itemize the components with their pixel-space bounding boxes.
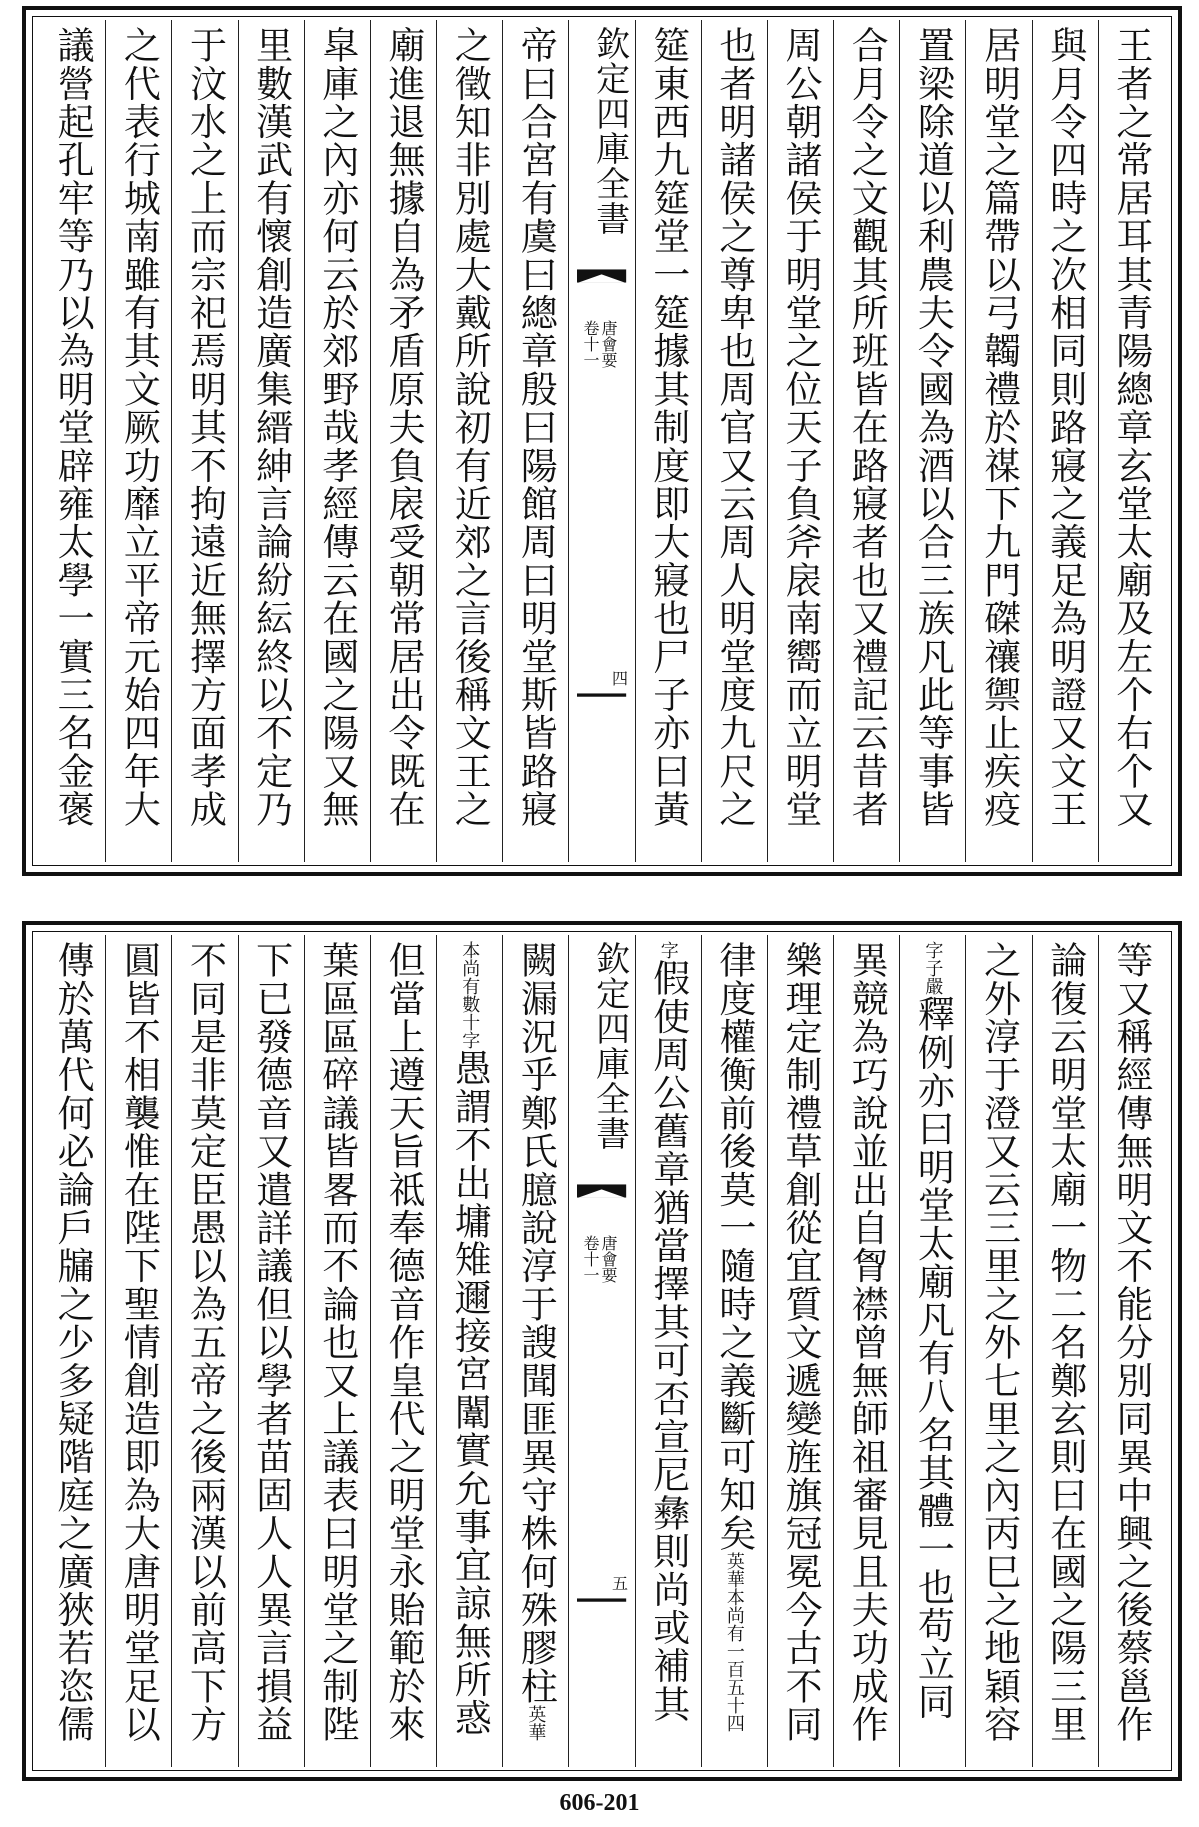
bottom-page-frame [22,921,1182,1781]
bottom-page-number: 五 [609,1575,629,1591]
top-col-4: 置梁除道以利農夫令國為酒以合三族凡此等事皆 [899,20,965,862]
top-col-14: 于汶水之上而宗祀焉明其不拘遠近無擇方面孝成 [171,20,237,862]
fish-tail-mark-bottom [577,1597,626,1613]
top-page-number: 四 [609,670,629,686]
bottom-col-15: 圓皆不相襲惟在陛下聖情創造即為大唐明堂足以 [105,935,171,1767]
bottom-center-banner-column [568,935,634,1767]
bottom-col-12: 葉區區碎議皆畧而不論也又上議表曰明堂之制陛 [304,935,370,1767]
bottom-col-13: 下已發德音又遣詳議但以學者苗固人人異言損益 [238,935,304,1767]
bottom-col-10: 本尚有數十字愚謂不出墉雉邇接宮闈實允事宜諒無所惑 [436,935,502,1767]
top-page-frame [22,6,1182,876]
top-col-13: 里數漢武有懷創造廣集縉紳言論紛紜終以不定乃 [238,20,304,862]
top-col-8: 筵東西九筵堂一筵據其制度即大寢也尸子亦曰黃 [635,20,701,862]
top-col-9: 帝曰合宮有虞曰總章殷曰陽館周曰明堂斯皆路寢 [502,20,568,862]
top-col-2: 與月令四時之次相同則路寢之義足為明證又文王 [1032,20,1098,862]
annotation-note: 字子嚴 [922,941,944,995]
top-col-1: 王者之常居耳其青陽總章玄堂太廟及左个右个又 [1098,20,1164,862]
top-col-16: 議營起孔牢等乃以為明堂辟雍太學一實三名金褒 [51,26,95,829]
top-col-15: 之代表行城南雖有其文厥功靡立平帝元始四年大 [105,20,171,862]
bottom-book-name: 唐會要 [599,1235,619,1283]
annotation-note: 字 [657,941,679,959]
bottom-col-6: 樂理定制禮草創從宜質文遞變旌旗冠冕今古不同 [767,935,833,1767]
top-col-3: 居明堂之篇帶以弓韣禮於禖下九門磔禳禦止疾疫 [965,20,1031,862]
top-page [0,0,1199,880]
top-col-11: 廟進退無據自為矛盾原夫負扆受朝常居出令既在 [370,20,436,862]
fish-tail-mark [577,1183,626,1199]
bottom-col-4: 字子嚴釋例亦曰明堂太廟凡有八名其體一也苟立同 [899,935,965,1767]
top-col-6: 周公朝諸侯于明堂之位天子負斧扆南嚮而立明堂 [767,20,833,862]
top-volume: 卷十一 [581,320,601,368]
bottom-col-9: 闕漏況乎鄭氏臆說淳于謏聞匪異守株何殊膠柱英華 [502,935,568,1767]
fish-tail-mark-bottom [577,692,626,708]
top-col-12: 皐庫之內亦何云於郊野哉孝經傳云在國之陽又無 [304,20,370,862]
annotation-note: 英華本尚有一百五十四 [723,1552,745,1733]
bottom-col-11: 但當上遵天旨祗奉德音作皇代之明堂永貽範於來 [370,935,436,1767]
top-columns [40,20,1164,862]
top-banner-title: 欽定四庫全書 [589,26,630,236]
bottom-page [0,915,1199,1785]
bottom-col-5: 異競為巧說並出自胷襟曾無師祖審見且夫功成作 [833,935,899,1767]
bottom-col-2: 論復云明堂太廟一物二名鄭玄則曰在國之陽三里 [1032,935,1098,1767]
fish-tail-mark [577,268,626,284]
bottom-banner-title: 欽定四庫全書 [589,941,630,1151]
top-center-banner-column [568,20,634,862]
top-col-5: 合月令之文觀其所班皆在路寢者也又禮記云昔者 [833,20,899,862]
top-col-10: 之徵知非別處大戴所說初有近郊之言後稱文王之 [436,20,502,862]
bottom-col-14: 不同是非莫定臣愚以為五帝之後兩漢以前高下方 [171,935,237,1767]
annotation-note: 本尚有數十字 [459,941,481,1049]
top-col-7: 也者明諸侯之尊卑也周官又云周人明堂度九尺之 [701,20,767,862]
bottom-col-1: 等又稱經傳無明文不能分別同異中興之後蔡邕作 [1098,935,1164,1767]
bottom-col-7: 律度權衡前後莫一隨時之義斷可知矣英華本尚有一百五十四 [701,935,767,1767]
page-footer-number: 606-201 [559,1790,640,1816]
bottom-volume: 卷十一 [581,1235,601,1283]
bottom-col-3: 之外淳于澄又云三里之外七里之內丙巳之地穎容 [965,935,1031,1767]
top-book-name: 唐會要 [599,320,619,368]
bottom-columns [40,935,1164,1767]
bottom-col-16: 傳於萬代何必論戶牖之少多疑階庭之廣狹若恣儒 [51,941,95,1744]
bottom-col-8: 字假使周公舊章猶當擇其可否宣尼彝則尚或補其 [635,935,701,1767]
annotation-note: 英華 [525,1705,547,1741]
